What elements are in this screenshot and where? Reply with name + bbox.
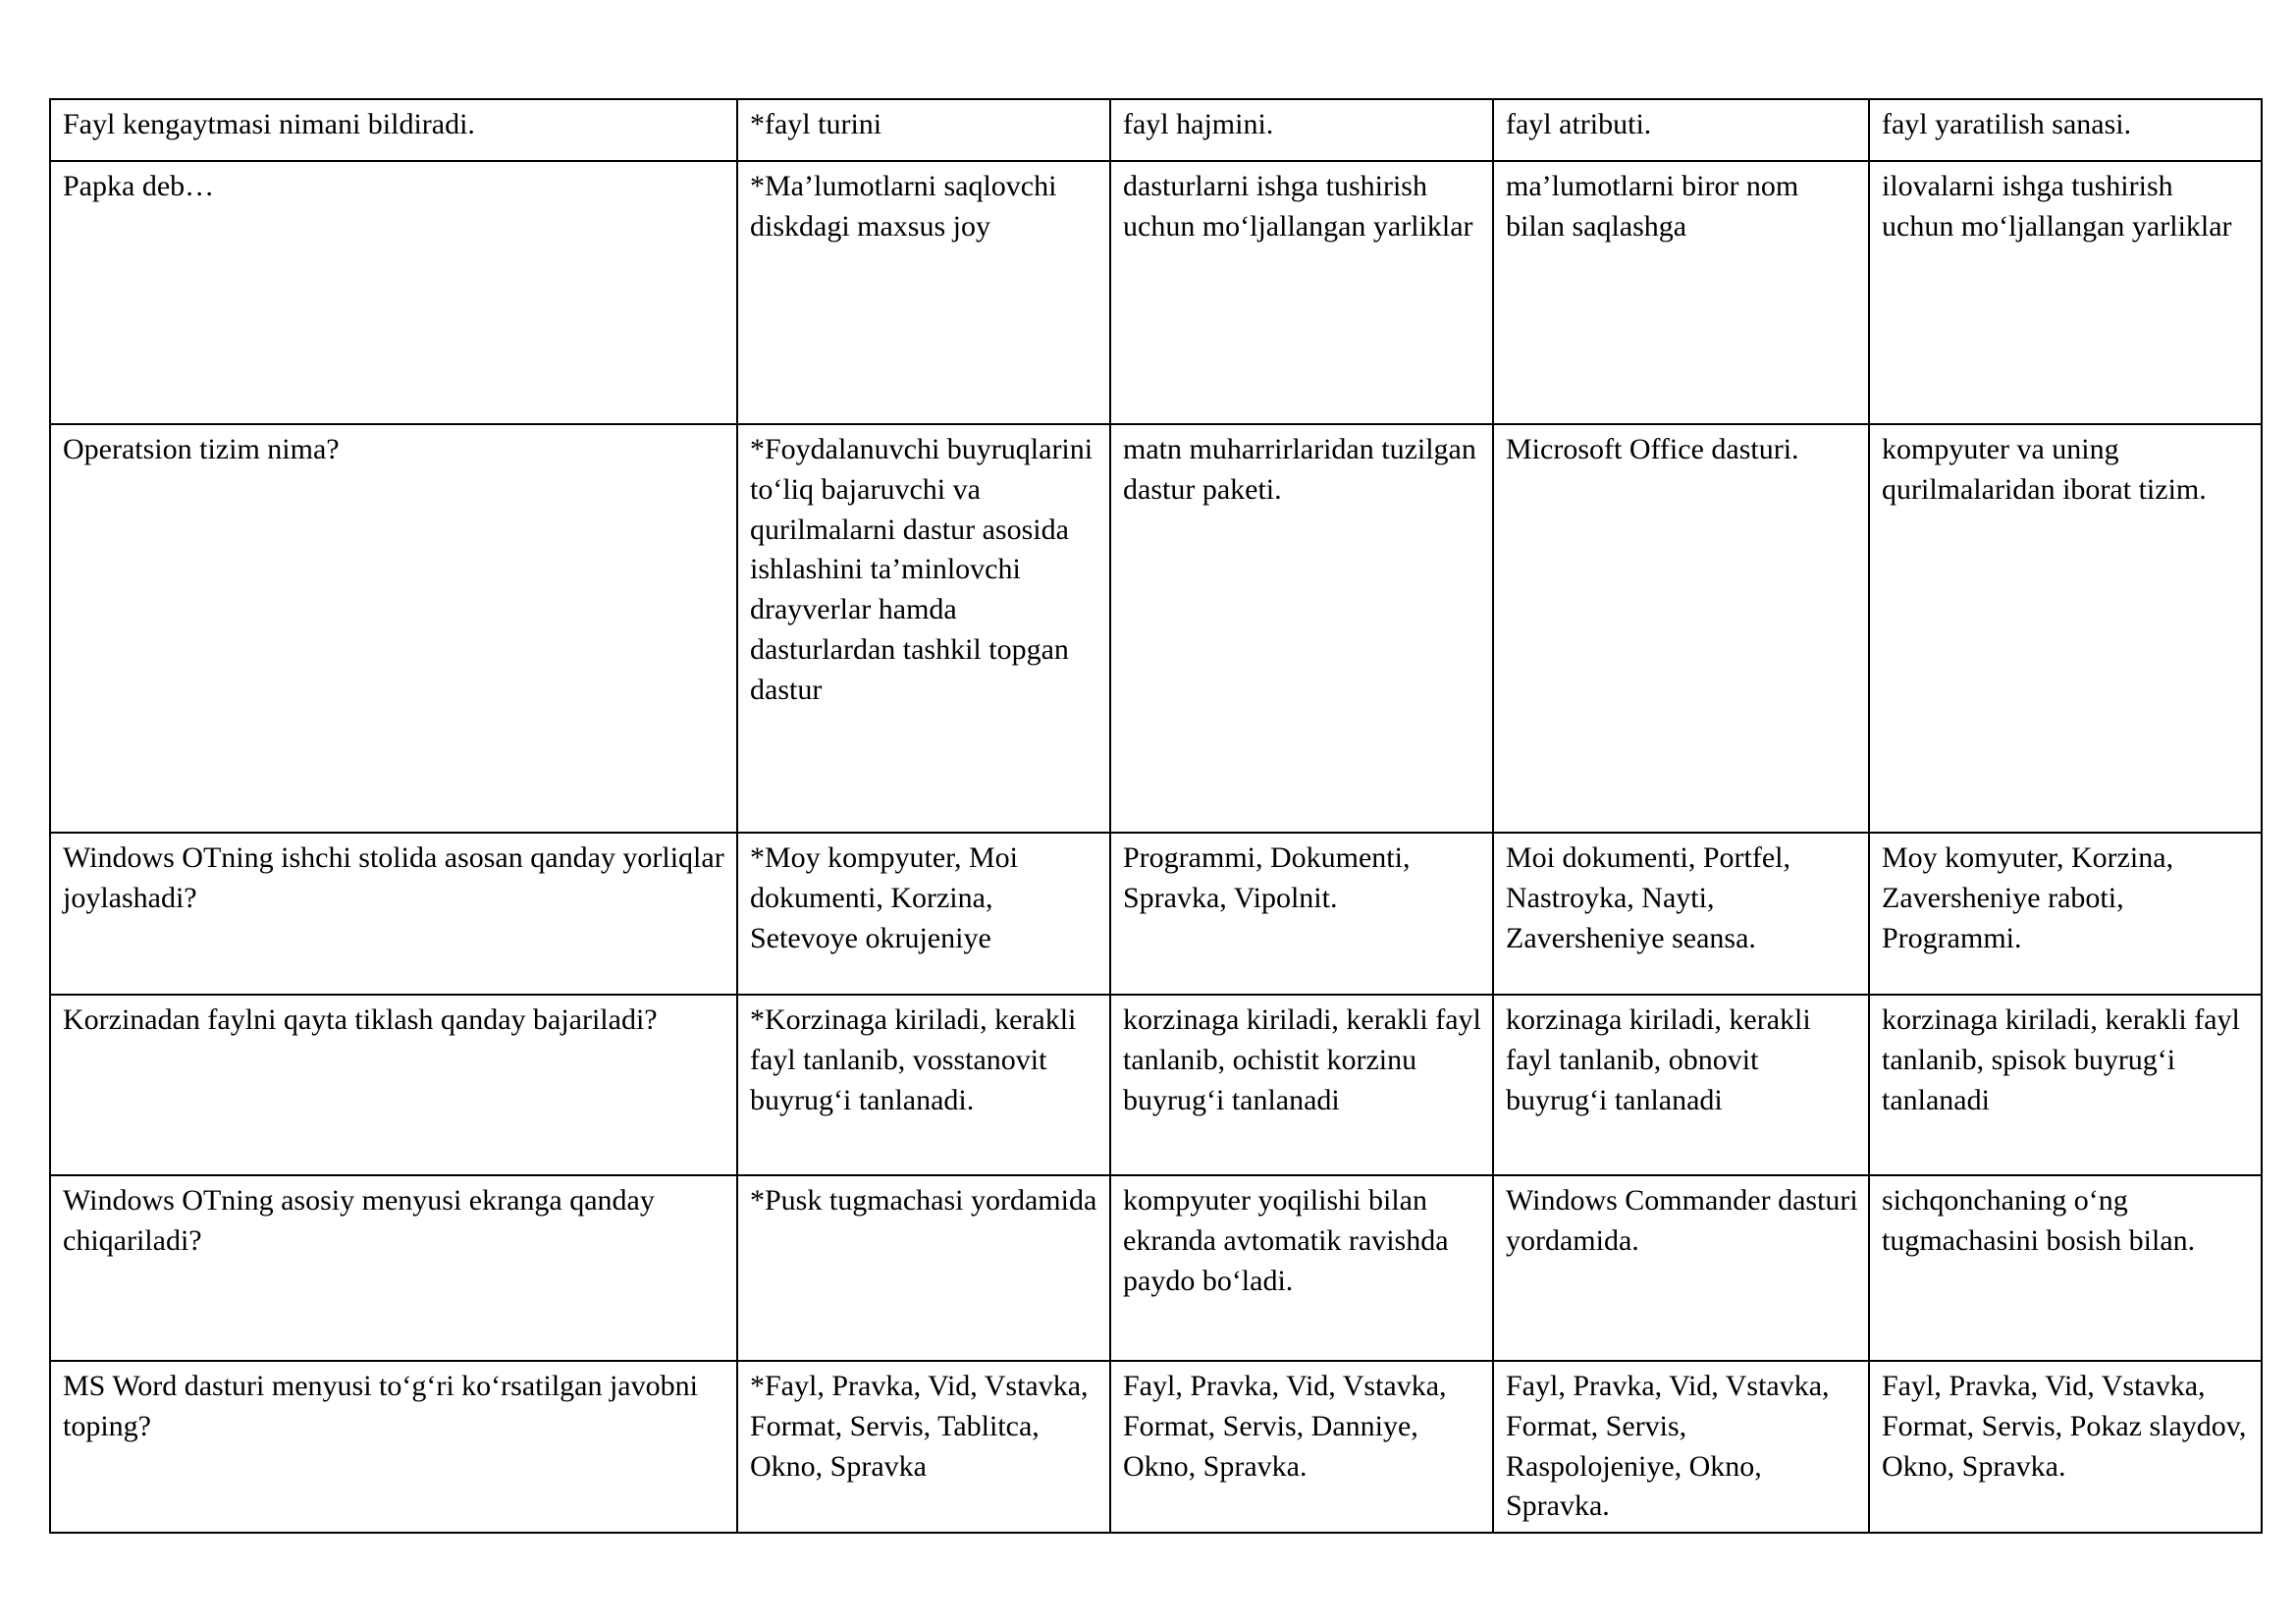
table-row bbox=[50, 1361, 2262, 1533]
option-cell: matn muharrirlaridan tuzilgan dastur paketi. bbox=[1110, 424, 1493, 833]
option-cell: Fayl, Pravka, Vid, Vstavka, Format, Servis, Raspolojeniye, Okno, Spravka. bbox=[1493, 1361, 1869, 1533]
option-cell: Fayl, Pravka, Vid, Vstavka, Format, Servis, Danniye, Okno, Spravka. bbox=[1110, 1361, 1493, 1533]
option-cell: Microsoft Office dasturi. bbox=[1493, 424, 1869, 833]
option-cell: korzinaga kiriladi, kerakli fayl tanlanib, spisok buyrug‘i tanlanadi bbox=[1869, 995, 2262, 1175]
option-cell: sichqonchaning o‘ng tugmachasini bosish bilan. bbox=[1869, 1175, 2262, 1361]
option-cell: korzinaga kiriladi, kerakli fayl tanlanib, ochistit korzinu buyrug‘i tanlanadi bbox=[1110, 995, 1493, 1175]
question-cell: Operatsion tizim nima? bbox=[50, 424, 737, 833]
question-cell: Korzinadan faylni qayta tiklash qanday bajariladi? bbox=[50, 995, 737, 1175]
question-cell: MS Word dasturi menyusi to‘g‘ri ko‘rsatilgan javobni toping? bbox=[50, 1361, 737, 1533]
option-cell-correct: *fayl turini bbox=[737, 99, 1110, 161]
option-cell: ma’lumotlarni biror nom bilan saqlashga bbox=[1493, 161, 1869, 424]
option-cell: fayl hajmini. bbox=[1110, 99, 1493, 161]
option-cell: fayl atributi. bbox=[1493, 99, 1869, 161]
option-cell: kompyuter va uning qurilmalaridan iborat tizim. bbox=[1869, 424, 2262, 833]
table-row bbox=[50, 833, 2262, 995]
option-cell: Fayl, Pravka, Vid, Vstavka, Format, Servis, Pokaz slaydov, Okno, Spravka. bbox=[1869, 1361, 2262, 1533]
question-cell: Papka deb… bbox=[50, 161, 737, 424]
question-cell: Windows OTning ishchi stolida asosan qanday yorliqlar joylashadi? bbox=[50, 833, 737, 995]
option-cell: Moi dokumenti, Portfel, Nastroyka, Nayti, Zaversheniye seansa. bbox=[1493, 833, 1869, 995]
option-cell-correct: *Ma’lumotlarni saqlovchi diskdagi maxsus joy bbox=[737, 161, 1110, 424]
table-row bbox=[50, 424, 2262, 833]
option-cell-correct: *Foydalanuvchi buyruqlarini to‘liq bajaruvchi va qurilmalarni dastur asosida ishlashini ta’minlovchi drayverlar hamda dasturlardan tashkil topgan dastur bbox=[737, 424, 1110, 833]
table-row bbox=[50, 1175, 2262, 1361]
option-cell: Programmi, Dokumenti, Spravka, Vipolnit. bbox=[1110, 833, 1493, 995]
table-row bbox=[50, 995, 2262, 1175]
table-row bbox=[50, 99, 2262, 161]
table-row bbox=[50, 161, 2262, 424]
question-cell: Windows OTning asosiy menyusi ekranga qanday chiqariladi? bbox=[50, 1175, 737, 1361]
question-cell: Fayl kengaytmasi nimani bildiradi. bbox=[50, 99, 737, 161]
option-cell: fayl yaratilish sanasi. bbox=[1869, 99, 2262, 161]
quiz-table bbox=[49, 98, 2263, 1534]
option-cell: Moy komyuter, Korzina, Zaversheniye raboti, Programmi. bbox=[1869, 833, 2262, 995]
option-cell: korzinaga kiriladi, kerakli fayl tanlanib, obnovit buyrug‘i tanlanadi bbox=[1493, 995, 1869, 1175]
option-cell-correct: *Korzinaga kiriladi, kerakli fayl tanlanib, vosstanovit buyrug‘i tanlanadi. bbox=[737, 995, 1110, 1175]
option-cell: kompyuter yoqilishi bilan ekranda avtomatik ravishda paydo bo‘ladi. bbox=[1110, 1175, 1493, 1361]
option-cell-correct: *Pusk tugmachasi yordamida bbox=[737, 1175, 1110, 1361]
option-cell-correct: *Fayl, Pravka, Vid, Vstavka, Format, Servis, Tablitca, Okno, Spravka bbox=[737, 1361, 1110, 1533]
option-cell: ilovalarni ishga tushirish uchun mo‘ljallangan yarliklar bbox=[1869, 161, 2262, 424]
option-cell: dasturlarni ishga tushirish uchun mo‘ljallangan yarliklar bbox=[1110, 161, 1493, 424]
option-cell-correct: *Moy kompyuter, Moi dokumenti, Korzina, Setevoye okrujeniye bbox=[737, 833, 1110, 995]
option-cell: Windows Commander dasturi yordamida. bbox=[1493, 1175, 1869, 1361]
